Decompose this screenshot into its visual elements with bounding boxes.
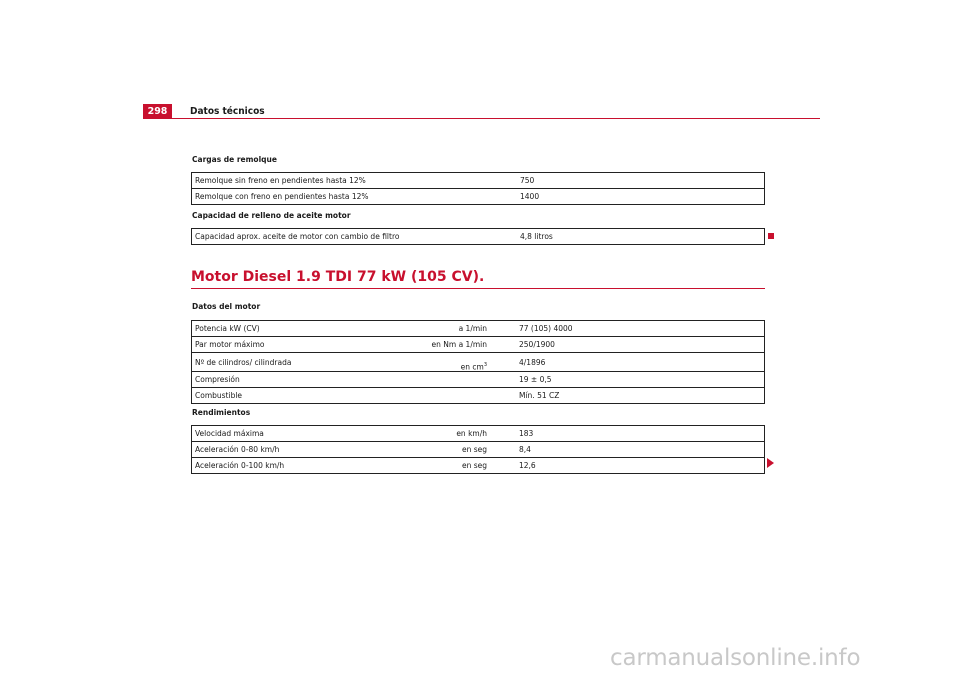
engine-unit-2 [424, 353, 490, 372]
table-row [192, 229, 765, 245]
oil-label-0: Capacidad aprox. aceite de motor con cambio de filtro [192, 229, 492, 245]
performance-value-0: 183 [490, 426, 765, 442]
oil-table [191, 228, 765, 245]
trailer-label-1: Remolque con freno en pendientes hasta 12% [192, 189, 492, 205]
table-row [192, 189, 765, 205]
page-number: 298 [143, 104, 172, 119]
trailer-table [191, 172, 765, 205]
engine-unit-2-text: en cm [460, 362, 484, 371]
engine-label-1: Par motor máximo [192, 337, 425, 353]
engine-label-2: Nº de cilindros/ cilindrada [192, 353, 425, 372]
header-rule [143, 118, 820, 119]
engine-label-3: Compresión [192, 372, 425, 388]
performance-table [191, 425, 765, 474]
engine-value-4: Mín. 51 CZ [490, 388, 765, 404]
table-row [192, 442, 765, 458]
table-row [192, 353, 765, 372]
performance-value-2: 12,6 [490, 458, 765, 474]
oil-value-0: 4,8 litros [491, 229, 765, 245]
engine-unit-3 [424, 372, 490, 388]
engine-unit-1: en Nm a 1/min [424, 337, 490, 353]
engine-value-1: 250/1900 [490, 337, 765, 353]
engine-data-table [191, 320, 765, 404]
trailer-value-0: 750 [491, 173, 765, 189]
table-row [192, 173, 765, 189]
engine-unit-0: a 1/min [424, 321, 490, 337]
performance-label-2: Aceleración 0-100 km/h [192, 458, 425, 474]
motor-title: Motor Diesel 1.9 TDI 77 kW (105 CV). [191, 269, 485, 285]
table-row [192, 321, 765, 337]
motor-title-rule [191, 288, 765, 289]
engine-unit-4 [424, 388, 490, 404]
table-row [192, 426, 765, 442]
engine-value-0: 77 (105) 4000 [490, 321, 765, 337]
table-row [192, 372, 765, 388]
section-end-marker [768, 233, 774, 239]
engine-value-2: 4/1896 [490, 353, 765, 372]
engine-label-0: Potencia kW (CV) [192, 321, 425, 337]
oil-heading: Capacidad de relleno de aceite motor [192, 211, 351, 220]
trailer-value-1: 1400 [491, 189, 765, 205]
page-title: Datos técnicos [190, 106, 265, 117]
trailer-label-0: Remolque sin freno en pendientes hasta 12% [192, 173, 492, 189]
performance-value-1: 8,4 [490, 442, 765, 458]
engine-value-3: 19 ± 0,5 [490, 372, 765, 388]
table-row [192, 388, 765, 404]
performance-unit-2: en seg [424, 458, 490, 474]
performance-unit-1: en seg [424, 442, 490, 458]
engine-data-heading: Datos del motor [192, 302, 261, 311]
table-row [192, 337, 765, 353]
table-row [192, 458, 765, 474]
performance-label-0: Velocidad máxima [192, 426, 425, 442]
engine-unit-2-sup: 3 [483, 361, 487, 368]
continue-arrow-icon [767, 458, 774, 468]
performance-unit-0: en km/h [424, 426, 490, 442]
watermark: carmanualsonline.info [610, 645, 861, 671]
trailer-heading: Cargas de remolque [192, 155, 277, 164]
performance-label-1: Aceleración 0-80 km/h [192, 442, 425, 458]
performance-heading: Rendimientos [192, 408, 251, 417]
engine-label-4: Combustible [192, 388, 425, 404]
